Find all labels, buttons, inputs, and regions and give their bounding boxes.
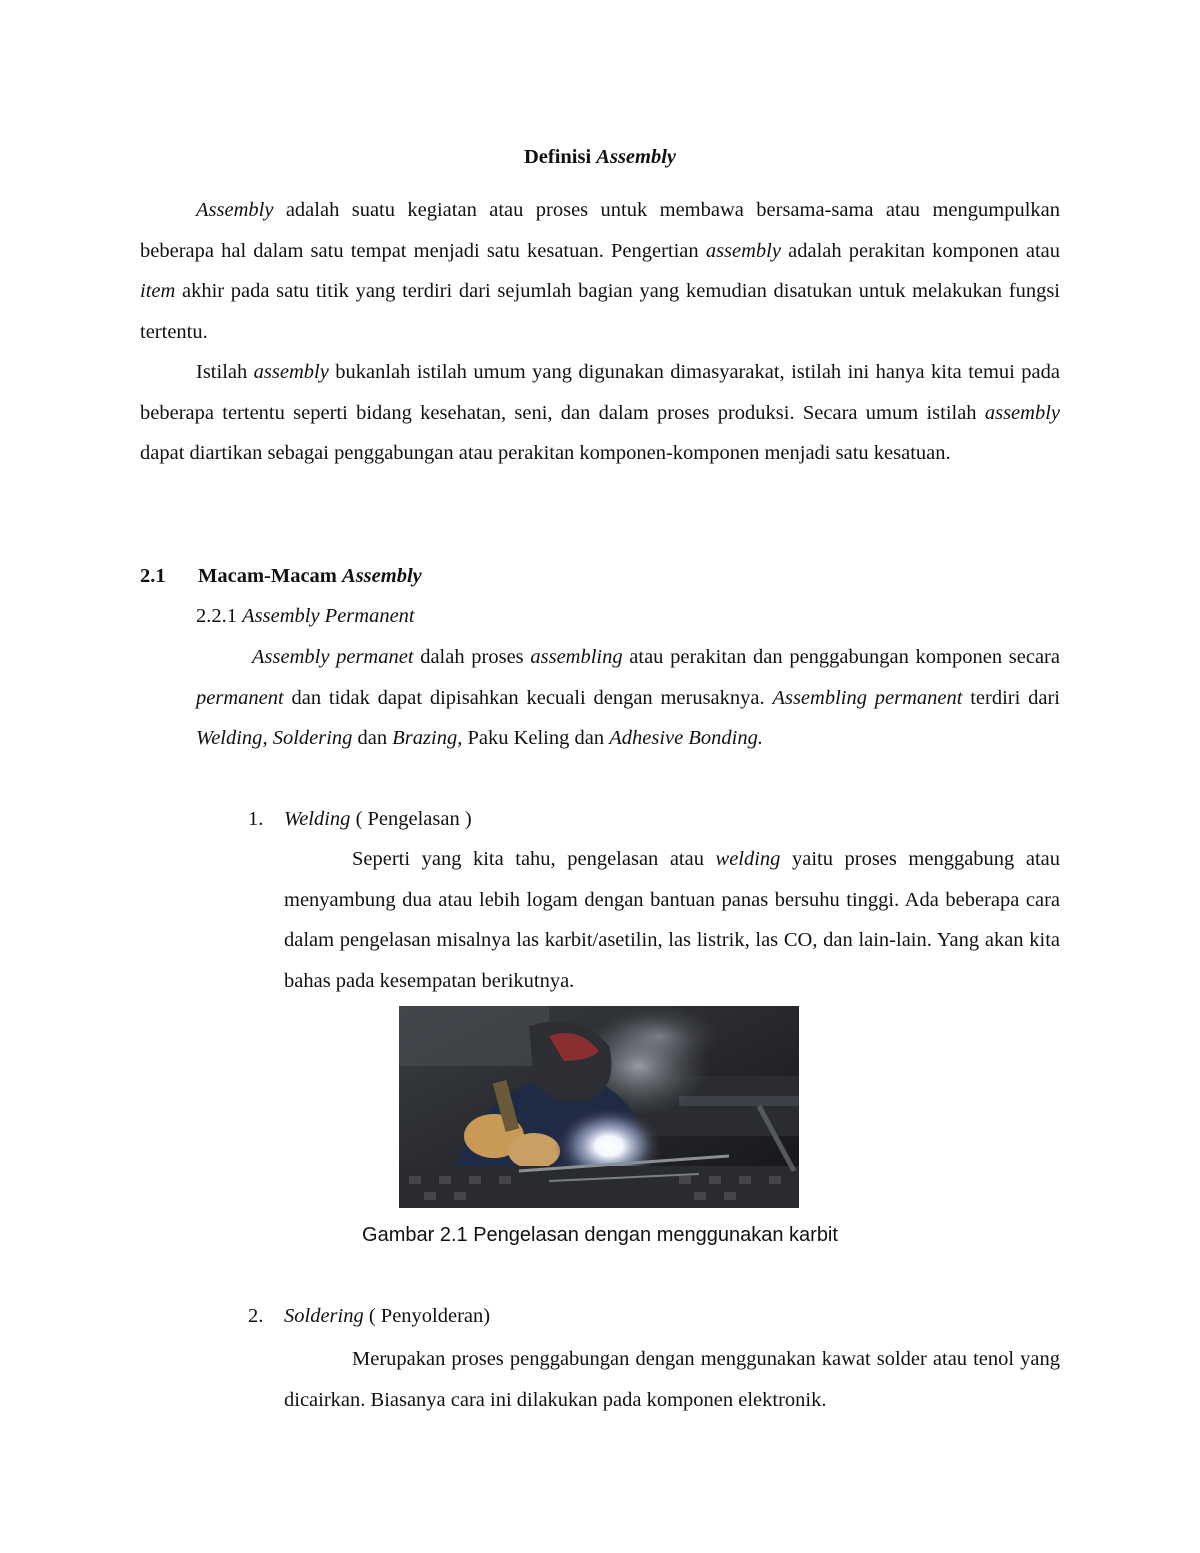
text-run: dapat diartikan sebagai penggabungan atau perakitan komponen-komponen menjadi satu kesatuan. (140, 442, 951, 464)
list-text: ( Penyolderan) (363, 1305, 491, 1327)
term-assembly: assembly (984, 401, 1060, 424)
list-term: Soldering (284, 1305, 364, 1327)
term-assembly: assembly (705, 239, 781, 262)
term-assembly: assembly (253, 361, 329, 383)
welding-photo-illustration (399, 1006, 799, 1208)
term: Assembly permanet (252, 646, 414, 668)
title-text: Definisi (523, 146, 597, 168)
section-number: 2.1 (140, 565, 166, 587)
list-item-soldering (248, 1299, 490, 1333)
paragraph-welding (284, 839, 1060, 1001)
figure-caption: Gambar 2.1 Pengelasan dengan menggunakan karbit (362, 1224, 838, 1246)
term-assembly: Assembly (196, 199, 274, 221)
text-run: atau perakitan dan penggabungan komponen secara (622, 646, 1060, 668)
welding-photo (399, 1006, 799, 1208)
text-run: adalah suatu kegiatan atau proses untuk membawa bersama-sama atau mengumpulkan beberapa hal dalam satu tempat menjadi satu kesatuan. Pengertian (140, 199, 1060, 262)
subsection-heading (196, 600, 415, 632)
text-run: Merupakan proses penggabungan dengan menggunakan kawat solder atau tenol yang dicairkan. Biasanya cara ini dilakukan pada komponen elektronik. (284, 1348, 1060, 1411)
section-italic: Assembly (342, 565, 422, 587)
text-run: Seperti yang kita tahu, pengelasan atau (352, 848, 716, 870)
text-run: yaitu proses menggabung atau menyambung dua atau lebih logam dengan bantuan panas bersuhu tinggi. Ada beberapa cara dalam pengelasan misalnya las karbit/asetilin, las listrik, las CO, dan lain-lain. Yang akan kita bahas pada kesempatan berikutnya. (284, 848, 1060, 992)
list-number: 2. (248, 1305, 264, 1327)
text-run: terdiri dari (962, 686, 1060, 709)
list-item-welding (248, 802, 472, 836)
paragraph-definition (140, 190, 1060, 352)
term-item: item (140, 280, 176, 302)
term: Brazing (392, 727, 458, 749)
term: permanent (196, 686, 284, 709)
term: Welding (196, 727, 263, 749)
term: Adhesive Bonding. (609, 727, 763, 749)
text-run: Istilah (196, 361, 254, 383)
text-run: adalah perakitan komponen atau (780, 239, 1060, 262)
section-heading (140, 558, 422, 594)
text-run: bukanlah istilah umum yang digunakan dimasyarakat, istilah ini hanya kita temui pada beberapa tertentu seperti bidang kesehatan, seni, dan dalam proses produksi. Secara umum istilah (140, 361, 1060, 424)
list-number: 1. (248, 808, 264, 830)
text-run: , (262, 727, 273, 749)
text-run: dalah proses (413, 646, 531, 668)
subsection-italic: Assembly Permanent (242, 605, 415, 627)
text-run: , Paku Keling dan (457, 727, 610, 749)
term: Assembling permanent (772, 686, 963, 709)
list-term: Welding (284, 808, 351, 830)
text-run: akhir pada satu titik yang terdiri dari sejumlah bagian yang kemudian disatukan untuk melakukan fungsi tertentu. (140, 280, 1060, 343)
term: assembling (530, 646, 623, 668)
term: Soldering (272, 727, 353, 749)
page-title (140, 142, 1060, 172)
paragraph-permanent (196, 637, 1060, 759)
paragraph-istilah (140, 352, 1060, 474)
text-run: dan tidak dapat dipisahkan kecuali dengan merusaknya. (283, 686, 773, 709)
subsection-number: 2.2.1 (196, 605, 243, 627)
term-welding: welding (715, 848, 781, 870)
paragraph-soldering (284, 1339, 1060, 1420)
text-run: dan (352, 727, 393, 749)
section-text: Macam-Macam (198, 565, 343, 587)
title-italic: Assembly (596, 146, 677, 168)
list-text: ( Pengelasan ) (350, 808, 472, 830)
